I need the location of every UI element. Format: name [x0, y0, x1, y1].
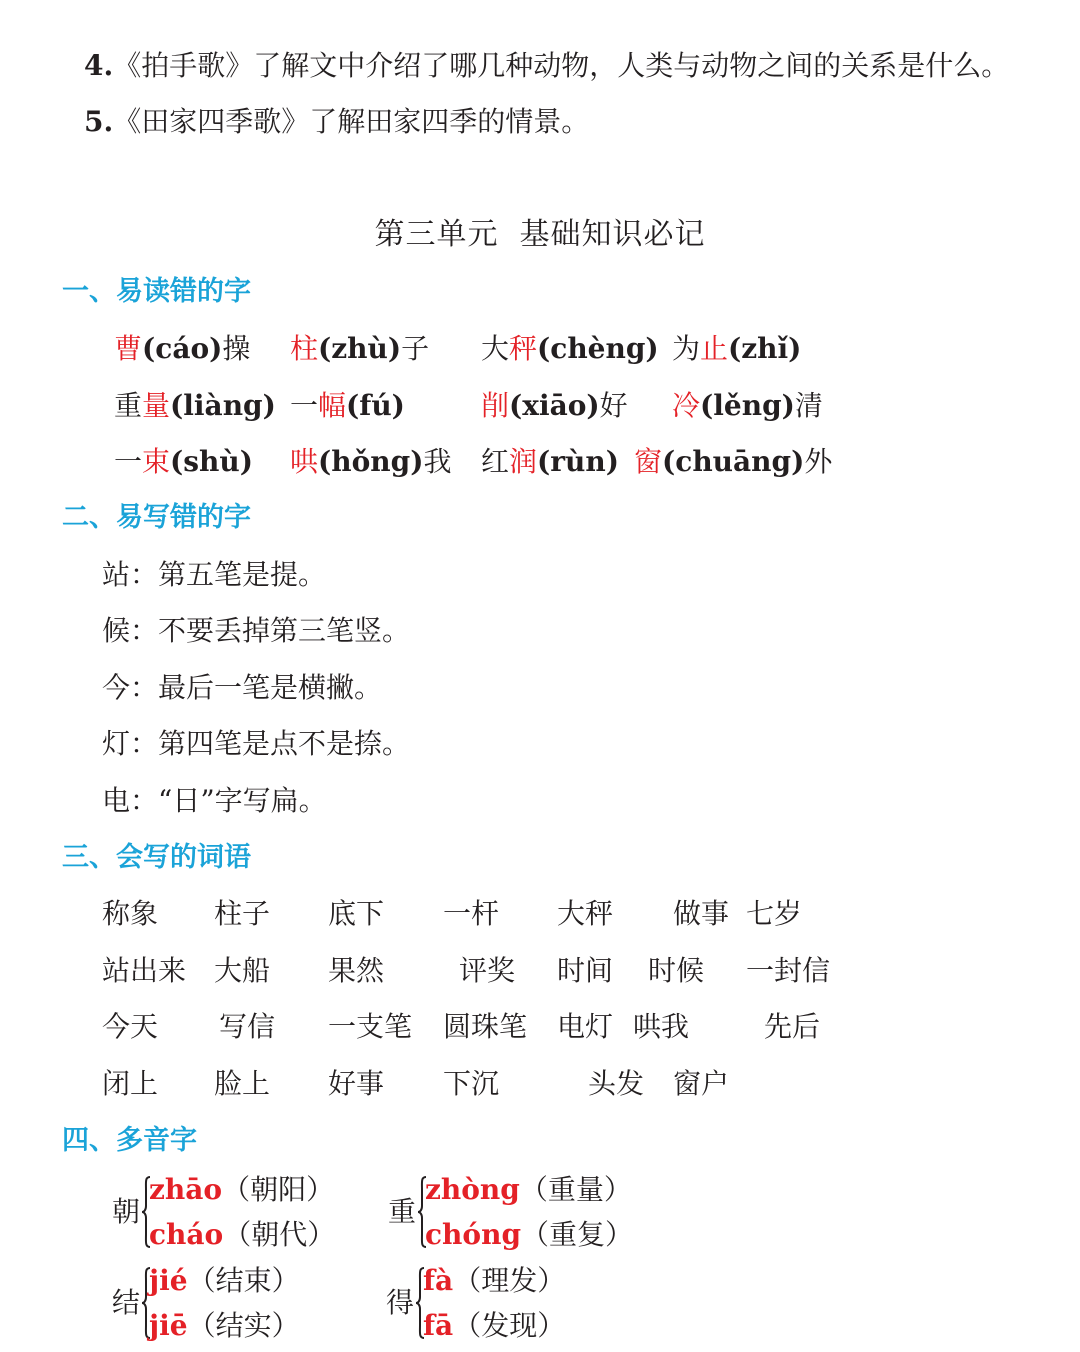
miswrite-item: 电：“日”字写扁。	[102, 784, 327, 817]
polyphonic-reading	[149, 1217, 335, 1253]
word-part: 一	[114, 445, 143, 478]
misread-word	[672, 388, 823, 424]
pinyin: zhòng	[425, 1173, 520, 1206]
item-number: 5.	[84, 105, 114, 138]
highlight-char: 量	[142, 389, 171, 422]
pinyin: (chèng)	[537, 332, 659, 365]
misread-word	[114, 388, 276, 424]
pinyin: (xiāo)	[509, 389, 600, 422]
vocab-word: 脸上	[214, 1067, 271, 1100]
section-heading-words: 三、会写的词语	[62, 842, 251, 873]
pinyin: (hǒng)	[318, 445, 424, 478]
miswrite-item: 候：不要丢掉第三笔竖。	[102, 614, 411, 647]
misread-word	[672, 331, 801, 367]
section-heading-misread: 一、易读错的字	[62, 276, 251, 307]
vocab-word: 做事	[673, 897, 730, 930]
miswrite-item: 站：第五笔是提。	[102, 558, 327, 591]
vocab-word: 闭上	[102, 1067, 159, 1100]
vocab-word: 站出来	[102, 954, 187, 987]
pinyin: (fú)	[346, 389, 405, 422]
item-number: 4.	[84, 49, 114, 82]
polyphonic-char: 结	[112, 1286, 141, 1319]
highlight-char: 止	[700, 332, 729, 365]
pinyin: (lěng)	[700, 389, 795, 422]
highlight-char: 润	[509, 445, 538, 478]
pinyin: cháo	[149, 1218, 224, 1251]
vocab-word: 下沉	[443, 1067, 500, 1100]
vocab-word: 一支笔	[328, 1010, 413, 1043]
highlight-char: 窗	[634, 445, 663, 478]
pinyin: (zhù)	[318, 332, 402, 365]
polyphonic-reading	[423, 1263, 565, 1299]
word-part: 一	[290, 389, 319, 422]
pinyin: fà	[423, 1264, 454, 1297]
polyphonic-char: 得	[386, 1286, 415, 1319]
word-part: 为	[672, 332, 701, 365]
brace-icon	[415, 1267, 423, 1339]
vocab-word: 大秤	[557, 897, 614, 930]
vocab-word: 七岁	[746, 897, 803, 930]
intro-item-5	[84, 104, 589, 140]
highlight-char: 冷	[672, 389, 701, 422]
vocab-word: 今天	[102, 1010, 159, 1043]
highlight-char: 曹	[114, 332, 143, 365]
item-text: 《拍手歌》了解文中介绍了哪几种动物，人类与动物之间的关系是什么。	[113, 49, 1010, 82]
example-word: （理发）	[453, 1264, 566, 1297]
misread-word	[290, 331, 429, 367]
vocab-word: 称象	[102, 897, 159, 930]
pinyin: (zhǐ)	[728, 332, 802, 365]
example-word: （朝代）	[223, 1218, 336, 1251]
pinyin: jiē	[149, 1309, 188, 1342]
misread-word	[114, 444, 253, 480]
polyphonic-char: 朝	[112, 1195, 141, 1228]
highlight-char: 束	[142, 445, 171, 478]
pinyin: jié	[149, 1264, 188, 1297]
unit-title: 第三单元 基础知识必记	[374, 217, 706, 252]
item-text: 《田家四季歌》了解田家四季的情景。	[113, 105, 590, 138]
polyphonic-reading	[425, 1217, 633, 1253]
intro-item-4	[84, 48, 1009, 84]
misread-word	[290, 388, 405, 424]
misread-word	[634, 444, 832, 480]
vocab-word: 时间	[557, 954, 614, 987]
example-word: （朝阳）	[222, 1173, 335, 1206]
vocab-word: 果然	[328, 954, 385, 987]
pinyin: zhāo	[149, 1173, 223, 1206]
highlight-char: 柱	[290, 332, 319, 365]
word-part: 我	[423, 445, 452, 478]
example-word: （重量）	[519, 1173, 632, 1206]
vocab-word: 圆珠笔	[443, 1010, 528, 1043]
pinyin: (cáo)	[142, 332, 223, 365]
example-word: （发现）	[453, 1309, 566, 1342]
highlight-char: 秤	[509, 332, 538, 365]
word-part: 重	[114, 389, 143, 422]
brace-icon	[141, 1267, 149, 1339]
section-heading-miswrite: 二、易写错的字	[62, 502, 251, 533]
highlight-char: 削	[481, 389, 510, 422]
vocab-word: 写信	[219, 1010, 276, 1043]
pinyin: chóng	[425, 1218, 522, 1251]
misread-word	[481, 388, 628, 424]
polyphonic-reading	[425, 1172, 632, 1208]
pinyin: (rùn)	[537, 445, 619, 478]
vocab-word: 柱子	[214, 897, 271, 930]
word-part: 好	[599, 389, 628, 422]
miswrite-item: 灯：第四笔是点不是捺。	[102, 727, 411, 760]
vocab-word: 头发	[588, 1067, 645, 1100]
section-heading-polyphonic: 四、多音字	[62, 1125, 197, 1156]
misread-word	[114, 331, 250, 367]
miswrite-item: 今：最后一笔是横撇。	[102, 671, 383, 704]
vocab-word: 哄我	[633, 1010, 690, 1043]
vocab-word: 评奖	[459, 954, 516, 987]
vocab-word: 底下	[328, 897, 385, 930]
polyphonic-reading	[423, 1308, 565, 1344]
polyphonic-reading	[149, 1172, 334, 1208]
vocab-word: 窗户	[673, 1067, 730, 1100]
highlight-char: 哄	[290, 445, 319, 478]
brace-icon	[141, 1176, 149, 1248]
misread-word	[481, 331, 659, 367]
vocab-word: 电灯	[557, 1010, 614, 1043]
word-part: 操	[222, 332, 251, 365]
misread-word	[481, 444, 619, 480]
pinyin: fā	[423, 1309, 454, 1342]
word-part: 红	[481, 445, 510, 478]
polyphonic-char: 重	[388, 1195, 417, 1228]
pinyin: (liàng)	[170, 389, 276, 422]
brace-icon	[417, 1176, 425, 1248]
vocab-word: 好事	[328, 1067, 385, 1100]
vocab-word: 先后	[764, 1010, 821, 1043]
misread-word	[290, 444, 452, 480]
pinyin: (chuāng)	[662, 445, 805, 478]
vocab-word: 大船	[214, 954, 271, 987]
highlight-char: 幅	[318, 389, 347, 422]
example-word: （结实）	[187, 1309, 300, 1342]
vocab-word: 一杆	[443, 897, 500, 930]
pinyin: (shù)	[170, 445, 254, 478]
vocab-word: 时候	[648, 954, 705, 987]
example-word: （结束）	[187, 1264, 300, 1297]
word-part: 子	[401, 332, 430, 365]
polyphonic-reading	[149, 1308, 300, 1344]
word-part: 大	[481, 332, 510, 365]
polyphonic-reading	[149, 1263, 300, 1299]
example-word: （重复）	[521, 1218, 634, 1251]
word-part: 外	[804, 445, 833, 478]
word-part: 清	[794, 389, 823, 422]
vocab-word: 一封信	[746, 954, 831, 987]
